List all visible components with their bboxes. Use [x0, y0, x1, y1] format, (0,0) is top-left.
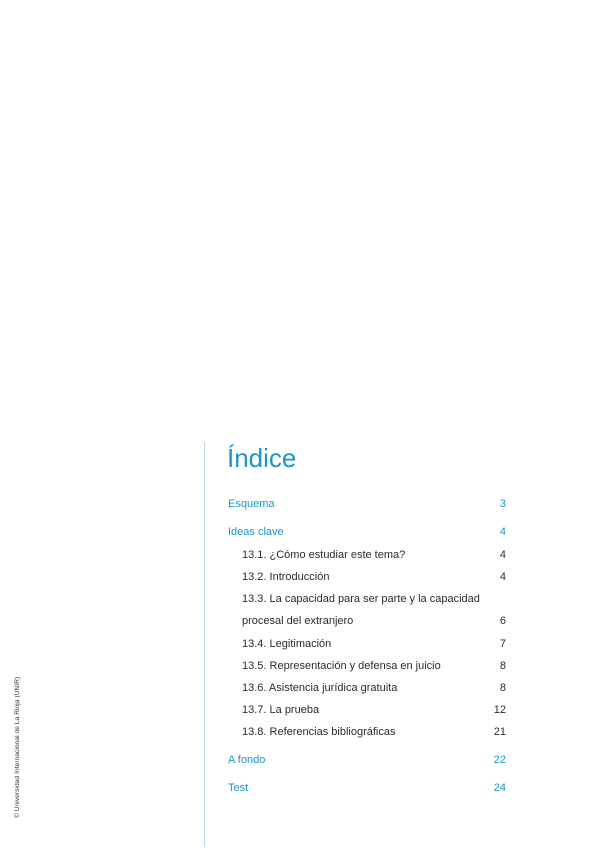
toc-item-page: 3 [499, 498, 506, 510]
toc-item-13-8[interactable] [228, 722, 508, 742]
toc-item-13-7[interactable] [228, 700, 508, 720]
toc-item-page: 12 [493, 704, 506, 716]
toc-item-13-3-continued[interactable] [228, 611, 508, 631]
page-title: Índice [227, 443, 297, 473]
toc-item-page: 22 [493, 754, 506, 766]
toc-item-label: 13.3. La capacidad para ser parte y la capacidad [242, 593, 480, 605]
toc-item-a-fondo[interactable] [228, 750, 508, 770]
toc-item-label: 13.7. La prueba [242, 704, 320, 716]
toc-item-page: 8 [499, 660, 506, 672]
toc-item-esquema[interactable] [228, 494, 508, 514]
toc-item-label: 13.1. ¿Cómo estudiar este tema? [242, 549, 406, 561]
copyright-notice: © Universidad Internacional de La Rioja (UNIR) [14, 676, 21, 818]
toc-item-page: 6 [499, 615, 506, 627]
toc-item-label: procesal del extranjero [242, 615, 354, 627]
toc-item-13-6[interactable] [228, 678, 508, 698]
toc-item-label: Test [228, 782, 249, 794]
toc-item-page: 21 [493, 726, 506, 738]
toc-item-13-2[interactable] [228, 567, 508, 587]
toc-item-13-5[interactable] [228, 656, 508, 676]
vertical-divider [204, 442, 205, 847]
toc-item-ideas-clave[interactable] [228, 522, 508, 542]
toc-item-label: 13.5. Representación y defensa en juicio [242, 660, 441, 672]
toc-item-label: A fondo [228, 754, 266, 766]
toc-item-page: 4 [499, 571, 506, 583]
toc-item-label: 13.8. Referencias bibliográficas [242, 726, 396, 738]
toc-item-label: 13.2. Introducción [242, 571, 330, 583]
toc-item-13-4[interactable] [228, 634, 508, 654]
toc-item-label: 13.6. Asistencia jurídica gratuita [242, 682, 398, 694]
toc-item-page: 4 [499, 526, 506, 538]
toc-item-label: Ideas clave [228, 526, 284, 538]
toc-item-page: 4 [499, 549, 506, 561]
toc-item-label: 13.4. Legitimación [242, 638, 332, 650]
toc-item-13-1[interactable] [228, 545, 508, 565]
toc-item-page: 7 [499, 638, 506, 650]
toc-item-label: Esquema [228, 498, 275, 510]
toc-item-page: 8 [499, 682, 506, 694]
toc-item-13-3[interactable] [228, 589, 508, 609]
toc-item-test[interactable] [228, 778, 508, 798]
toc-item-page: 24 [493, 782, 506, 794]
